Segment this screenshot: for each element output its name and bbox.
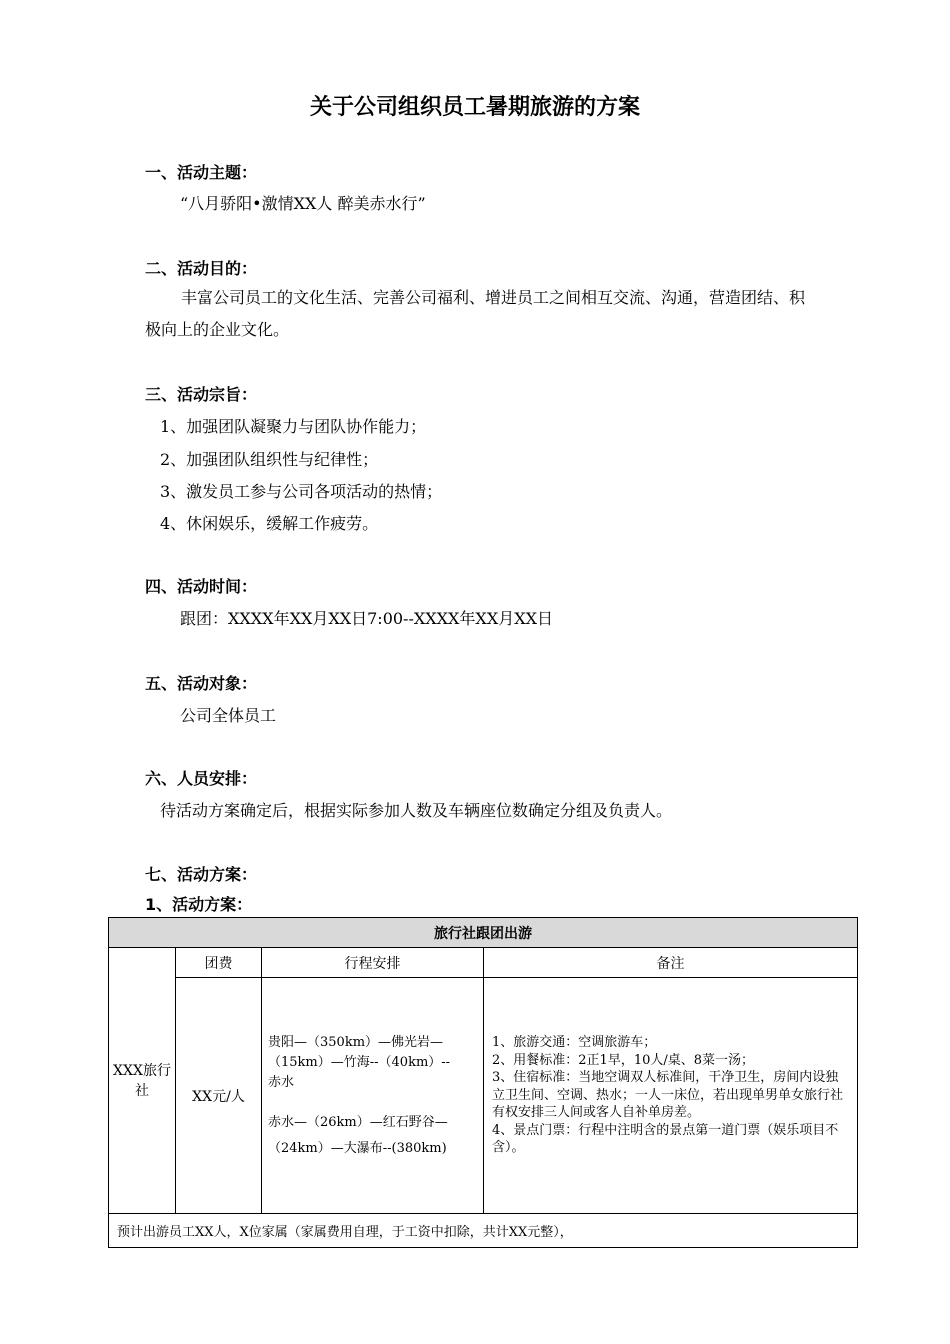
purpose-text: 丰富公司员工的文化生活、完善公司福利、增进员工之间相互交流、沟通，营造团结、积极向上的企业文化。	[145, 288, 806, 339]
staffing-text: 待活动方案确定后，根据实际参加人数及车辆座位数确定分组及负责人。	[160, 801, 673, 820]
time-text: 跟团：XXXX年XX月XX日7:00--XXXX年XX月XX日	[180, 609, 553, 628]
notes-cell	[484, 978, 858, 1214]
route-line: 赤水—（26km）—红石野谷—	[268, 1114, 448, 1130]
theme-text: “八月骄阳•激情XX人 醉美赤水行”	[180, 194, 426, 213]
table-header-row	[109, 918, 858, 948]
route-cell	[262, 978, 484, 1214]
table-header: 旅行社跟团出游	[109, 918, 858, 948]
principle-item: 3、激发员工参与公司各项活动的热情；	[160, 482, 443, 501]
table-row	[109, 978, 858, 1214]
section-heading-staffing: 六、人员安排：	[145, 769, 258, 788]
agency-cell: XXX旅行社	[109, 948, 176, 1214]
principle-item: 2、加强团队组织性与纪律性；	[160, 450, 379, 469]
page-title: 关于公司组织员工暑期旅游的方案	[309, 95, 640, 120]
column-header-route: 行程安排	[262, 948, 484, 978]
target-text: 公司全体员工	[180, 706, 277, 725]
section-heading-purpose: 二、活动目的：	[145, 259, 258, 278]
section-heading-time: 四、活动时间：	[145, 577, 258, 596]
column-header-row	[109, 948, 858, 978]
itinerary-table	[108, 917, 858, 1248]
principle-item: 4、休闲娱乐，缓解工作疲劳。	[160, 514, 379, 533]
fee-cell: XX元/人	[176, 978, 262, 1214]
table-footer-row	[109, 1214, 858, 1248]
route-line: （24km）—大瀑布--(380km)	[268, 1140, 447, 1156]
route-line: 赤水	[268, 1074, 295, 1090]
section-heading-theme: 一、活动主题：	[145, 163, 258, 182]
subsection-heading-plan: 1、活动方案：	[145, 895, 253, 914]
note-item: 1、旅游交通：空调旅游车；	[492, 1035, 657, 1051]
section-heading-plan: 七、活动方案：	[145, 865, 258, 884]
section-heading-target: 五、活动对象：	[145, 674, 258, 693]
column-header-notes: 备注	[484, 948, 858, 978]
table-footer: 预计出游员工XX人，X位家属（家属费用自理，于工资中扣除，共计XX元整），	[109, 1214, 858, 1248]
principle-item: 1、加强团队凝聚力与团队协作能力；	[160, 417, 427, 436]
section-heading-principle: 三、活动宗旨：	[145, 385, 258, 404]
note-item: 2、用餐标准：2正1早，10人/桌、8菜一汤；	[492, 1052, 755, 1068]
note-item: 4、景点门票：行程中注明含的景点第一道门票（娱乐项目不含）。	[492, 1122, 839, 1156]
note-item: 3、住宿标准：当地空调双人标准间，干净卫生，房间内设独立卫生间、空调、热水；一人一床位，若出现单男单女旅行社有权安排三人间或客人自补单房差。	[492, 1070, 844, 1121]
route-line: 贵阳—（350km）—佛光岩—	[268, 1034, 444, 1050]
column-header-fee: 团费	[176, 948, 262, 978]
route-line: （15km）—竹海--（40km）--	[268, 1054, 451, 1070]
